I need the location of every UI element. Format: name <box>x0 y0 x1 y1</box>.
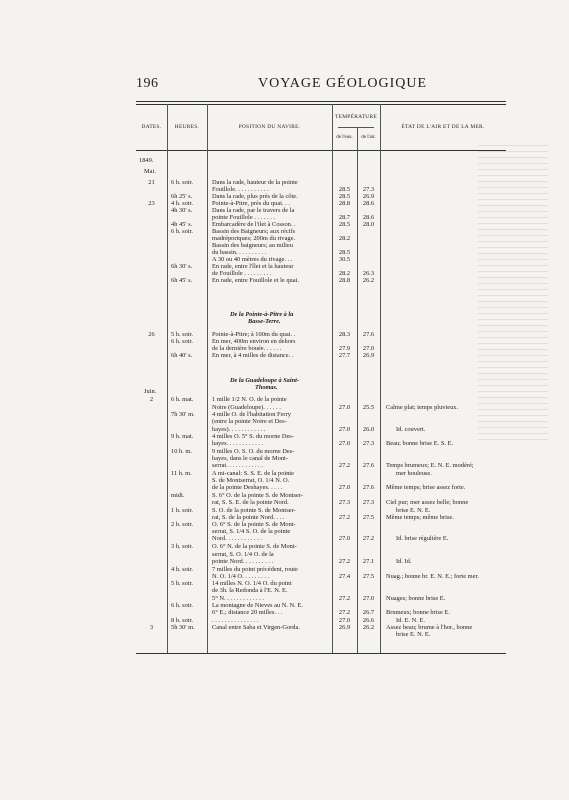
row-position: rat, S. S. E. de la pointe Nord. <box>212 499 289 506</box>
page-number: 196 <box>136 76 159 91</box>
row-temp-air: 25.5 <box>362 404 375 411</box>
row-position: pointe Fouillole . . . . . . . <box>212 214 276 221</box>
col-header-heures: HEURES. <box>174 124 200 130</box>
row-time: 5h 30' m. <box>171 624 195 631</box>
row-temp-air: 27.5 <box>362 514 375 521</box>
row-time: 4h 30' s. <box>171 207 193 214</box>
section-heading: Basse-Terre. <box>248 318 281 325</box>
col-header-temperature: TEMPÉRATURE <box>335 114 377 120</box>
row-temp-air: 26.2 <box>362 624 375 631</box>
row-position: hayes. . . . . . . . . . . . <box>212 440 264 447</box>
row-position: 4 mille O. de l'habitation Ferry <box>212 411 291 418</box>
row-position: En rade, entre l'îlet et la hauteur <box>212 263 294 270</box>
row-temp-water: 28.3 <box>338 331 351 338</box>
row-date: 3 <box>149 624 154 631</box>
row-temp-air: 28.0 <box>362 221 375 228</box>
row-sea-state: Ciel pur; mer assez belle; bonne <box>386 499 469 506</box>
section-heading: De la Guadeloupe à Saint- <box>230 377 299 384</box>
row-temp-air: 26.9 <box>362 352 375 359</box>
column-divider <box>207 104 208 653</box>
col-header-position: POSITION DU NAVIRE. <box>238 124 301 130</box>
row-time: 6 h. mat. <box>171 396 194 403</box>
running-header <box>136 76 506 90</box>
row-position: Dans la rade, par le travers de la <box>212 207 295 214</box>
row-position: hayes, dans le canal de Mont- <box>212 455 288 462</box>
row-temp-air: 27.3 <box>362 499 375 506</box>
row-time: 8 h. soir. <box>171 617 194 624</box>
row-temp-water: 27.3 <box>338 499 351 506</box>
row-temp-air: 27.6 <box>362 484 375 491</box>
row-time: 2 h. soir. <box>171 521 194 528</box>
row-temp-water: 28.5 <box>338 249 351 256</box>
row-temp-water: 30.5 <box>338 256 351 263</box>
row-time: 5 h. soir. <box>171 580 194 587</box>
row-temp-water: 27.0 <box>338 404 351 411</box>
row-position: Dans la rade, hauteur de la pointe <box>212 179 298 186</box>
row-position: Pointe-à-Pitre; à 100m du quai. . <box>212 331 296 338</box>
row-position: serrat, S. 1/4 S. O. de la pointe <box>212 528 291 535</box>
month-mai: Mai. <box>144 168 156 175</box>
row-temp-water: 28.5 <box>338 221 351 228</box>
row-sea-state: Nuag.; bonne br. E. N. E.; forte mer. <box>386 573 479 580</box>
row-temp-water: 28.8 <box>338 200 351 207</box>
row-temp-air: 26.0 <box>362 426 375 433</box>
row-temp-air: 27.3 <box>362 440 375 447</box>
row-time: 10 h. m. <box>171 448 192 455</box>
row-time: 6h 25' s. <box>171 193 193 200</box>
row-position: serrat. . . . . . . . . . . . <box>212 462 263 469</box>
row-position: Pointe-à-Pitre, près du quai. . . <box>212 200 290 207</box>
row-time: 1 h. soir. <box>171 507 194 514</box>
row-date: 2 <box>149 396 154 403</box>
row-sea-state: brise E. N. E. <box>396 507 431 514</box>
row-position: Bassin des Baigneurs; aux récifs <box>212 228 296 235</box>
row-position: 4 milles O. 5° S. du morne Des- <box>212 433 294 440</box>
row-position: rat, S. de la pointe Nord. . . . <box>212 514 285 521</box>
row-position: Noire (Guadeloupe). . . . . . <box>212 404 281 411</box>
row-date: 26 <box>148 331 155 338</box>
row-time: 6 h. soir. <box>171 338 194 345</box>
row-position: de Fouillole . . . . . . . . . <box>212 270 272 277</box>
row-time: 4h 45' s. <box>171 221 193 228</box>
row-position: O. 6° N. de la pointe S. de Mont- <box>212 543 297 550</box>
row-position: En mer, 400m environ en dehors <box>212 338 296 345</box>
row-sea-state: brise E. N. E. <box>396 631 431 638</box>
row-sea-state: Id. brise régulière E. <box>396 535 449 542</box>
row-temp-water: 27.2 <box>338 609 351 616</box>
row-time: 6 h. soir. <box>171 602 194 609</box>
row-position: 14 milles N. O. 1/4 O. du point <box>212 580 292 587</box>
row-temp-water: 28.2 <box>338 270 351 277</box>
running-title: VOYAGE GÉOLOGIQUE <box>258 76 428 91</box>
row-sea-state: Même temps; même brise. <box>386 514 454 521</box>
row-temp-water: 27.2 <box>338 514 351 521</box>
row-temp-water: 27.7 <box>338 352 351 359</box>
row-position: de 3h. la Redonda à l'E. N. E. <box>212 587 288 594</box>
row-position: O. 6° S. de la pointe S. de Mont- <box>212 521 296 528</box>
row-sea-state: Calme plat; temps pluvieux. <box>386 404 459 411</box>
row-position: Canal entre Saba et Virgen-Gorda. <box>212 624 300 631</box>
col-header-temp-eau: de l'eau. <box>336 135 353 140</box>
row-time: 4 h. soir. <box>171 200 194 207</box>
row-temp-water: 28.7 <box>338 214 351 221</box>
row-date: 21 <box>148 179 155 186</box>
row-position: de la pointe Deshayes. . . . . <box>212 484 283 491</box>
row-position: de la dernière bouée. . . . . . <box>212 345 282 352</box>
col-header-dates: DATES. <box>141 124 162 130</box>
row-temp-water: 28.5 <box>338 186 351 193</box>
row-date: 23 <box>148 200 155 207</box>
row-temp-water: 27.2 <box>338 558 351 565</box>
col-header-etat: ÉTAT DE L'AIR ET DE LA MER. <box>401 124 485 130</box>
row-temp-air: 26.9 <box>362 193 375 200</box>
row-sea-state: Nuages; bonne brise E. <box>386 595 446 602</box>
row-temp-air: 28.6 <box>362 200 375 207</box>
row-sea-state: Beau; bonne brise E. S. E. <box>386 440 454 447</box>
row-position: 7 milles du point précédent, route <box>212 566 298 573</box>
row-position: 1 mille 1/2 N. O. de la pointe <box>212 396 287 403</box>
row-position: En mer, à 4 milles de distance. . <box>212 352 294 359</box>
column-divider <box>380 104 381 653</box>
row-position: du bassin. . . . . . . . . . <box>212 249 267 256</box>
row-temp-air: 28.6 <box>362 214 375 221</box>
temperature-subrule <box>338 127 374 128</box>
row-temp-water: 26.9 <box>338 624 351 631</box>
row-temp-air: 27.3 <box>362 186 375 193</box>
row-position: S. O. de la pointe S. de Montser- <box>212 507 296 514</box>
row-temp-water: 28.8 <box>338 277 351 284</box>
row-position: pointe Nord. . . . . . . . . . <box>212 558 274 565</box>
row-position: S. 6° O. de la pointe S. de Montser- <box>212 492 303 499</box>
row-time: 6h 40' s. <box>171 352 193 359</box>
row-sea-state: Id. couvert. <box>396 426 426 433</box>
month-juin: Juin. <box>144 388 157 395</box>
row-temp-air: 27.5 <box>362 573 375 580</box>
section-heading: Thomas. <box>255 384 278 391</box>
table-bottom-rule <box>136 653 506 654</box>
col-header-temp-air: de l'air. <box>361 135 376 140</box>
row-position: S. de Montserrat, O. 1/4 N. O. <box>212 477 290 484</box>
row-position: madréporiques; 200m du rivage. <box>212 235 296 242</box>
row-time: 3 h. soir. <box>171 543 194 550</box>
row-sea-state: Assez beau; brume à l'hor., bonne <box>386 624 473 631</box>
row-temp-water: 27.2 <box>338 462 351 469</box>
row-position: 5° N. . . . . . . . . . . . . <box>212 595 264 602</box>
row-temp-water: 28.2 <box>338 235 351 242</box>
row-time: midi. <box>171 492 185 499</box>
row-temp-air: 27.1 <box>362 558 375 565</box>
row-temp-air: 26.7 <box>362 609 375 616</box>
row-position: Fouillole. . . . . . . . . . . <box>212 186 269 193</box>
row-time: 6 h. soir. <box>171 179 194 186</box>
row-temp-air: 26.3 <box>362 270 375 277</box>
row-time: 6 h. soir. <box>171 228 194 235</box>
row-sea-state: mer houleuse. <box>396 470 432 477</box>
row-time: 7h 30' m. <box>171 411 195 418</box>
row-temp-water: 27.0 <box>338 484 351 491</box>
row-temp-water: 28.5 <box>338 193 351 200</box>
row-position: Dans la rade, plus près de la côte. <box>212 193 298 200</box>
row-temp-air: 26.6 <box>362 617 375 624</box>
row-position: N. O. 1/4 O. . . . . . . . . <box>212 573 270 580</box>
header-bottom-rule <box>136 150 506 151</box>
section-heading: De la Pointe-à-Pitre à la <box>230 311 294 318</box>
row-time: 6h 30' s. <box>171 263 193 270</box>
row-temp-air: 27.2 <box>362 535 375 542</box>
year-label: 1849. <box>139 157 154 164</box>
row-time: 11 h. m. <box>171 470 192 477</box>
row-position: serrat, S. O. 1/4 O. de la <box>212 551 274 558</box>
row-sea-state: Temps brumeux; E. N. E. modéré; <box>386 462 474 469</box>
table-top-rule-double <box>136 104 506 105</box>
row-temp-water: 27.0 <box>338 617 351 624</box>
row-temp-water: 27.0 <box>338 535 351 542</box>
row-position: A 30 ou 40 mètres du rivage. . . <box>212 256 293 263</box>
row-temp-air: 27.6 <box>362 331 375 338</box>
row-time: 9 h. mat. <box>171 433 194 440</box>
row-position: hayes). . . . . . . . . . . . <box>212 426 266 433</box>
row-position: (entre la pointe Noire et Des- <box>212 418 287 425</box>
row-temp-water: 27.0 <box>338 440 351 447</box>
row-position: A mi-canal: S. S. E. de la pointe <box>212 470 294 477</box>
row-temp-water: 27.0 <box>338 426 351 433</box>
table-top-rule <box>136 101 506 102</box>
row-temp-water: 27.2 <box>338 595 351 602</box>
row-time: 5 h. soir. <box>171 331 194 338</box>
row-position: En rade, entre Fouillole et le quai. <box>212 277 299 284</box>
row-temp-air: 27.6 <box>362 462 375 469</box>
row-position: Embarcadère de l'ilet à Cosson. . <box>212 221 296 228</box>
row-position: La montagne de Nieves au N. N. E. <box>212 602 303 609</box>
row-temp-water: 27.4 <box>338 573 351 580</box>
column-divider <box>167 104 168 653</box>
row-sea-state: Même temps; brise assez forte. <box>386 484 466 491</box>
row-temp-air: 27.0 <box>362 345 375 352</box>
row-position: . . . . . . . . . . . . . . . <box>212 617 259 624</box>
row-sea-state: Brumeux; bonne brise E. <box>386 609 450 616</box>
row-temp-air: 27.0 <box>362 595 375 602</box>
row-position: 9 milles O. S. O. du morne Des- <box>212 448 295 455</box>
row-temp-water: 27.9 <box>338 345 351 352</box>
row-position: Bassin des baigneurs; au milieu <box>212 242 293 249</box>
row-time: 6h 45' s. <box>171 277 193 284</box>
row-position: Nord. . . . . . . . . . . . <box>212 535 262 542</box>
row-sea-state: Id. Id. <box>396 558 412 565</box>
row-time: 4 h. soir. <box>171 566 194 573</box>
row-sea-state: Id. E. N. E. <box>396 617 425 624</box>
row-temp-air: 26.2 <box>362 277 375 284</box>
row-position: 6° E.; distance 20 milles. . . <box>212 609 283 616</box>
